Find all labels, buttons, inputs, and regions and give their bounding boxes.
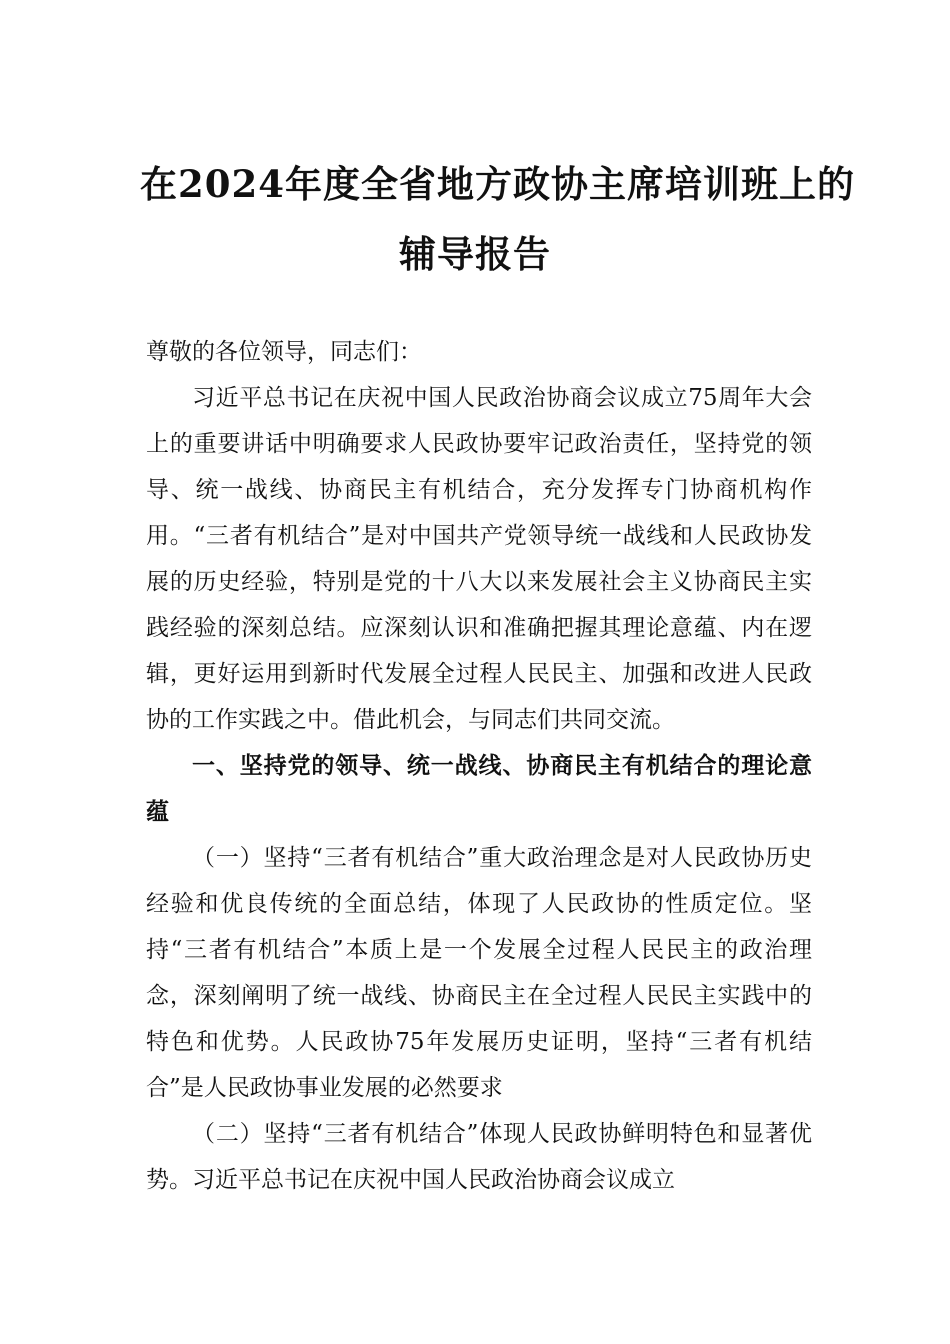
subsection-body-1: 坚持“三者有机结合”本质上是一个发展全过程人民民主的政治理念，深刻阐明了统一战线、协商民主在全过程人民民主实践中的特色和优势。人民政协75年发展历史证明，坚持“三者有机结合”是人民政协事业发展的必然要求 bbox=[146, 891, 812, 1101]
subsection-body-2: 习近平总书记在庆祝中国人民政治协商会议成立 bbox=[192, 1167, 675, 1193]
document-title-line-1: 在2024年度全省地方政协主席培训班上的 bbox=[140, 162, 855, 206]
subsection-paragraph-2 bbox=[146, 1111, 812, 1203]
section-heading-1: 一、坚持党的领导、统一战线、协商民主有机结合的理论意蕴 bbox=[146, 752, 812, 825]
subsection-lead-2: （二）坚持“三者有机结合”体现人民政协鲜明特色和显著优势。 bbox=[146, 1121, 812, 1193]
salutation: 尊敬的各位领导，同志们： bbox=[146, 339, 422, 365]
document-body bbox=[146, 329, 812, 1203]
subsection-paragraph-1 bbox=[146, 835, 812, 1111]
document-title-line-2: 辅导报告 bbox=[399, 232, 551, 276]
intro-paragraph: 习近平总书记在庆祝中国人民政治协商会议成立75周年大会上的重要讲话中明确要求人民政协要牢记政治责任，坚持党的领导、统一战线、协商民主有机结合，充分发挥专门协商机构作用。“三者有机结合”是对中国共产党领导统一战线和人民政协发展的历史经验，特别是党的十八大以来发展社会主义协商民主实践经验的深刻总结。应深刻认识和准确把握其理论意蕴、内在逻辑，更好运用到新时代发展全过程人民民主、加强和改进人民政协的工作实践之中。借此机会，与同志们共同交流。 bbox=[146, 385, 812, 733]
subsection-lead-1: （一）坚持“三者有机结合”重大政治理念是对人民政协历史经验和优良传统的全面总结，体现了人民政协的性质定位。 bbox=[146, 845, 812, 917]
